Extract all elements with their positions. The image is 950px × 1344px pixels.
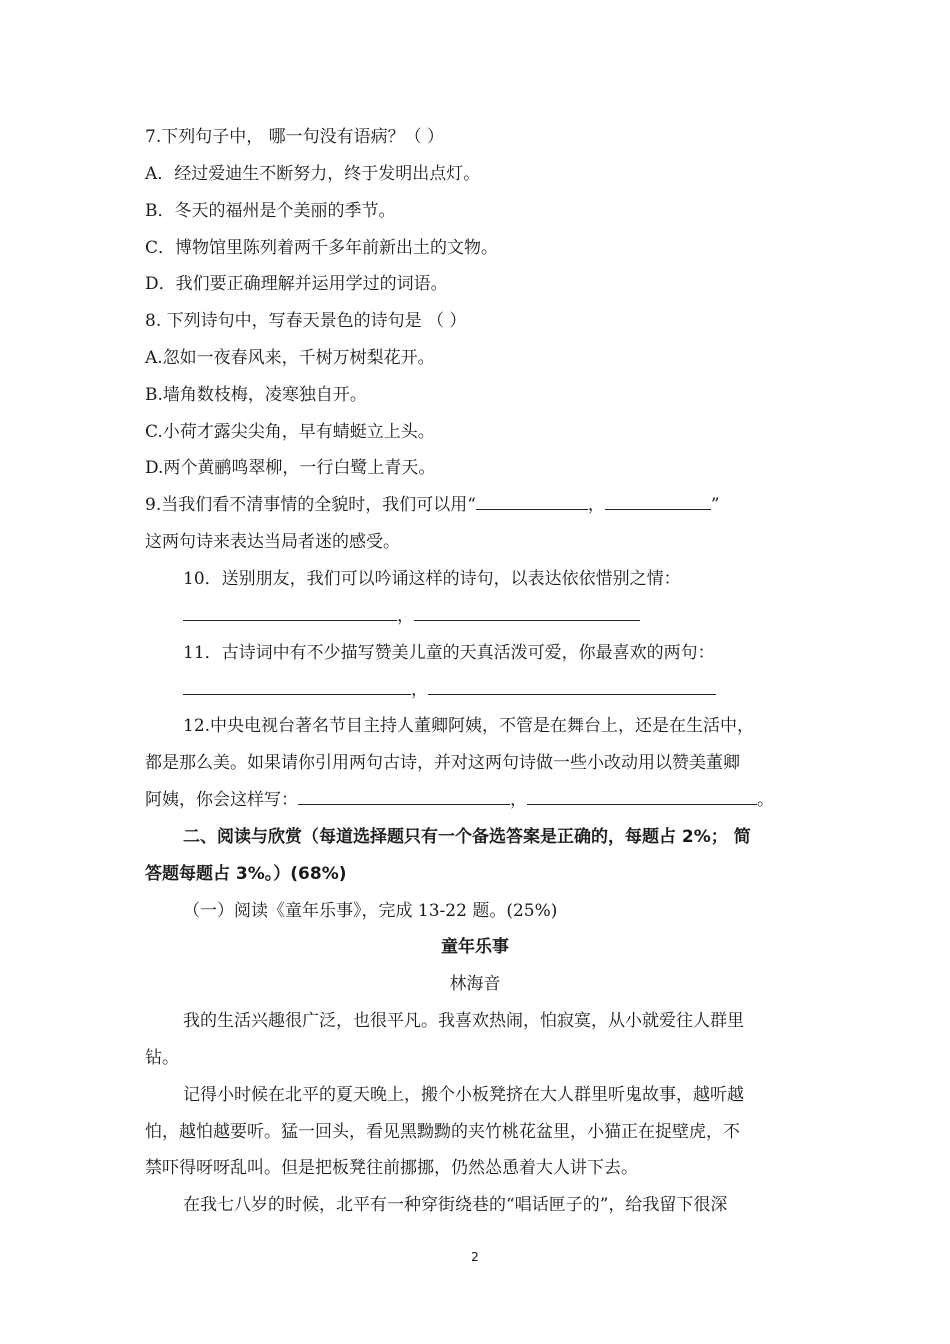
q10-blank-2[interactable] xyxy=(414,606,640,621)
q10-answer xyxy=(183,605,640,627)
q8-option-a: A.忽如一夜春风来，千树万树梨花开。 xyxy=(145,348,435,368)
paragraph-line: 记得小时候在北平的夏天晚上，搬个小板凳挤在大人群里听鬼故事，越听越 xyxy=(183,1085,744,1105)
q12-sep: ， xyxy=(510,790,527,810)
q9-line2: 这两句诗来表达当局者迷的感受。 xyxy=(145,532,400,552)
q11-blank-1[interactable] xyxy=(183,680,411,695)
q10-sep: ， xyxy=(397,606,414,626)
paragraph-line: 禁吓得呀呀乱叫。但是把板凳往前挪挪，仍然怂恿着大人讲下去。 xyxy=(145,1158,638,1178)
q8-stem: 8. 下列诗句中，写春天景色的诗句是 （ ） xyxy=(145,311,467,331)
q12-blank-1[interactable] xyxy=(298,790,510,805)
q12-line1: 12.中央电视台著名节目主持人董卿阿姨，不管是在舞台上，还是在生活中， xyxy=(183,716,755,736)
q10-blank-1[interactable] xyxy=(183,606,397,621)
q12-line3 xyxy=(145,789,774,811)
q9-blank-2[interactable] xyxy=(605,495,711,510)
paragraph-line: 怕，越怕越要听。猛一回头，看见黑黝黝的夹竹桃花盆里，小猫正在捉壁虎，不 xyxy=(145,1122,740,1142)
paragraph-line: 我的生活兴趣很广泛，也很平凡。我喜欢热闹，怕寂寞，从小就爱往人群里 xyxy=(183,1011,744,1031)
section2-heading-line1: 二、阅读与欣赏（每道选择题只有一个备选答案是正确的，每题占 2%； 简 xyxy=(183,827,751,847)
q9-close: ” xyxy=(710,495,720,515)
q11-answer xyxy=(183,679,716,701)
section2-heading-line2: 答题每题占 3%。）(68%) xyxy=(145,864,347,884)
q7-option-b: B．冬天的福州是个美丽的季节。 xyxy=(145,201,396,221)
q7-option-d: D．我们要正确理解并运用学过的词语。 xyxy=(145,274,448,294)
q11-blank-2[interactable] xyxy=(428,680,716,695)
q12-end: 。 xyxy=(757,790,774,810)
q8-option-c: C.小荷才露尖尖角，早有蜻蜓立上头。 xyxy=(145,422,435,442)
q12-blank-2[interactable] xyxy=(527,790,757,805)
q9-line1 xyxy=(145,494,720,516)
q10-stem: 10．送别朋友，我们可以吟诵这样的诗句，以表达依依惜别之情： xyxy=(183,569,681,589)
q9-sep: ， xyxy=(587,495,605,515)
paragraph-line: 钻。 xyxy=(145,1048,179,1068)
q7-option-c: C．博物馆里陈列着两千多年前新出土的文物。 xyxy=(145,238,499,258)
q9-blank-1[interactable] xyxy=(476,495,588,510)
reading-title: 童年乐事 xyxy=(441,937,509,957)
q12-line2: 都是那么美。如果请你引用两句古诗，并对这两句诗做一些小改动用以赞美董卿 xyxy=(145,753,740,773)
q11-sep: ， xyxy=(411,680,428,700)
q11-stem: 11．古诗词中有不少描写赞美儿童的天真活泼可爱，你最喜欢的两句： xyxy=(183,643,715,663)
q7-option-a: A．经过爱迪生不断努力，终于发明出点灯。 xyxy=(145,164,481,184)
reading1-intro: （一）阅读《童年乐事》，完成 13-22 题。(25%) xyxy=(183,901,558,921)
q9-text: 9.当我们看不清事情的全貌时，我们可以用“ xyxy=(145,495,476,515)
q12-text: 阿姨，你会这样写： xyxy=(145,790,298,810)
paragraph-line: 在我七八岁的时候，北平有一种穿街绕巷的“唱话匣子的”，给我留下很深 xyxy=(183,1195,728,1215)
page-number: 2 xyxy=(471,1250,479,1264)
q7-stem: 7.下列句子中， 哪一句没有语病？（ ） xyxy=(145,127,445,147)
q8-option-b: B.墙角数枝梅，凌寒独自开。 xyxy=(145,385,367,405)
reading-author: 林海音 xyxy=(449,974,501,994)
q8-option-d: D.两个黄鹂鸣翠柳，一行白鹭上青天。 xyxy=(145,458,436,478)
